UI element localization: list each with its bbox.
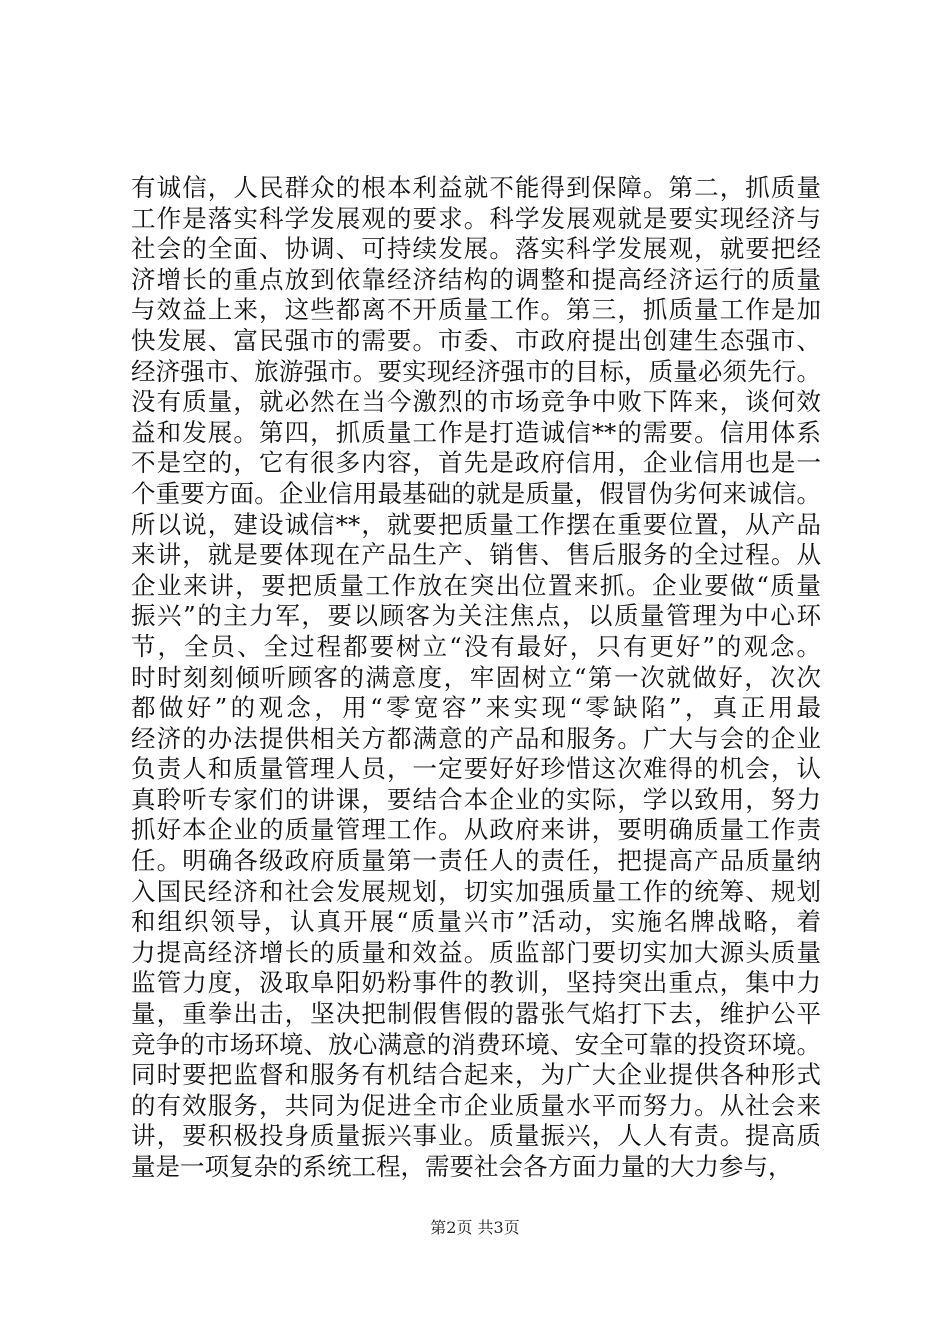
text-line: 益和发展。第四，抓质量工作是打造诚信**的需要。信用体系 — [131, 417, 821, 447]
text-line: 与效益上来，这些都离不开质量工作。第三，抓质量工作是加 — [131, 295, 821, 325]
text-line: 振兴”的主力军，要以顾客为关注焦点，以质量管理为中心环 — [131, 601, 821, 631]
text-line: 时时刻刻倾听顾客的满意度，牢固树立“第一次就做好，次次 — [131, 662, 821, 692]
text-line: 快发展、富民强市的需要。市委、市政府提出创建生态强市、 — [131, 325, 821, 355]
page-footer: 第2页 共3页 — [430, 1218, 520, 1237]
text-line: 工作是落实科学发展观的要求。科学发展观就是要实现经济与 — [131, 203, 821, 233]
text-line: 都做好”的观念，用“零宽容”来实现“零缺陷”，真正用最 — [131, 693, 821, 723]
text-line: 负责人和质量管理人员，一定要好好珍惜这次难得的机会，认 — [131, 754, 821, 784]
text-line: 不是空的，它有很多内容，首先是政府信用，企业信用也是一 — [131, 448, 821, 478]
text-line: 没有质量，就必然在当今激烈的市场竞争中败下阵来，谈何效 — [131, 387, 821, 417]
text-line: 竞争的市场环境、放心满意的消费环境、安全可靠的投资环境。 — [131, 1029, 821, 1059]
text-line: 的有效服务，共同为促进全市企业质量水平而努力。从社会来 — [131, 1090, 821, 1120]
text-line: 真聆听专家们的讲课，要结合本企业的实际，学以致用，努力 — [131, 784, 821, 814]
text-line: 济增长的重点放到依靠经济结构的调整和提高经济运行的质量 — [131, 264, 821, 294]
text-line: 监管力度，汲取阜阳奶粉事件的教训，坚持突出重点，集中力 — [131, 968, 821, 998]
text-line: 来讲，就是要体现在产品生产、销售、售后服务的全过程。从 — [131, 540, 821, 570]
text-line: 和组织领导，认真开展“质量兴市”活动，实施名牌战略，着 — [131, 907, 821, 937]
text-line: 企业来讲，要把质量工作放在突出位置来抓。企业要做“质量 — [131, 570, 821, 600]
text-line: 入国民经济和社会发展规划，切实加强质量工作的统筹、规划 — [131, 876, 821, 906]
text-line: 抓好本企业的质量管理工作。从政府来讲，要明确质量工作责 — [131, 815, 821, 845]
text-line: 经济强市、旅游强市。要实现经济强市的目标，质量必须先行。 — [131, 356, 821, 386]
text-line: 任。明确各级政府质量第一责任人的责任，把提高产品质量纳 — [131, 846, 821, 876]
text-line: 节，全员、全过程都要树立“没有最好，只有更好”的观念。 — [131, 631, 821, 661]
text-line: 有诚信，人民群众的根本利益就不能得到保障。第二，抓质量 — [131, 173, 821, 202]
body-text — [131, 173, 821, 1183]
text-line: 量是一项复杂的系统工程，需要社会各方面力量的大力参与， — [131, 1152, 793, 1181]
text-line: 个重要方面。企业信用最基础的就是质量，假冒伪劣何来诚信。 — [131, 478, 821, 508]
text-line: 所以说，建设诚信**，就要把质量工作摆在重要位置，从产品 — [131, 509, 821, 539]
text-line: 力提高经济增长的质量和效益。质监部门要切实加大源头质量 — [131, 937, 821, 967]
text-line: 讲，要积极投身质量振兴事业。质量振兴，人人有责。提高质 — [131, 1121, 821, 1151]
text-line: 社会的全面、协调、可持续发展。落实科学发展观，就要把经 — [131, 234, 821, 264]
text-line: 经济的办法提供相关方都满意的产品和服务。广大与会的企业 — [131, 723, 821, 753]
text-line: 同时要把监督和服务有机结合起来，为广大企业提供各种形式 — [131, 1060, 821, 1090]
text-line: 量，重拳出击，坚决把制假售假的嚣张气焰打下去，维护公平 — [131, 999, 821, 1029]
